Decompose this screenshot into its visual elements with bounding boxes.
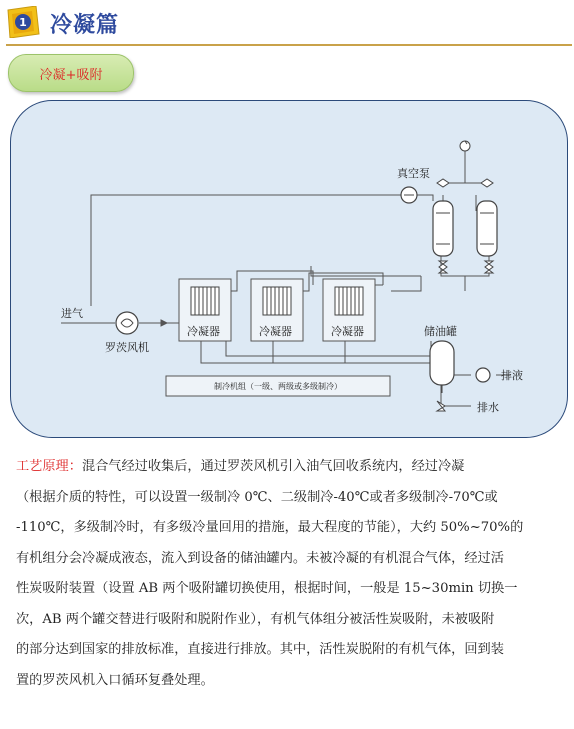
- adsorption-tank-a-icon: [433, 201, 453, 256]
- principle-line-3: -110℃，多级制冷时，有多级冷量回用的措施，最大程度的节能），大约 50%~70%的: [16, 520, 524, 535]
- condenser-2-label: 冷凝器: [259, 325, 292, 338]
- principle-line-4: 有机组分会冷凝成液态，流入到设备的储油罐内。未被冷凝的有机混合气体，经过活: [16, 550, 504, 566]
- inlet-label: 进气: [61, 307, 83, 320]
- roots-fan-icon: [116, 312, 138, 334]
- drain-liquid-label: 排液: [501, 369, 523, 382]
- principle-line-6: 次，AB 两个罐交替进行吸附和脱附作业），有机气体组分被活性炭吸附，未被吸附: [16, 611, 495, 627]
- process-principle-text: [16, 452, 564, 696]
- header-divider: [6, 44, 572, 46]
- condenser-1-label: 冷凝器: [187, 325, 220, 338]
- principle-line-2: （根据介质的特性，可以设置一级制冷 0℃、二级制冷-40℃或者多级制冷-70℃或: [16, 489, 498, 505]
- drain-pump-icon: [476, 368, 490, 382]
- principle-line-1: 工艺原理：混合气经过收集后，通过罗茨风机引入油气回收系统内，经过冷凝: [16, 459, 465, 474]
- principle-heading: 工艺原理：: [16, 459, 82, 474]
- condenser-3-label: 冷凝器: [331, 325, 364, 338]
- process-tag-label: 冷凝+吸附: [39, 67, 103, 83]
- principle-line-7: 的部分达到国家的排放标准，直接进行排放。其中，活性炭脱附的有机气体，回到装: [16, 642, 504, 657]
- refrigeration-unit-label: 制冷机组（一级、两级或多级制冷）: [214, 382, 342, 391]
- roots-fan-label: 罗茨风机: [105, 341, 149, 354]
- storage-tank-label: 储油罐: [424, 325, 457, 338]
- principle-line-8: 置的罗茨风机入口循环复叠处理。: [16, 672, 214, 688]
- vacuum-pump-label: 真空泵: [397, 167, 430, 180]
- process-tag: [8, 54, 134, 92]
- drain-water-label: 排水: [477, 401, 499, 414]
- process-flow-diagram: [10, 100, 568, 438]
- storage-tank-icon: [430, 341, 454, 393]
- badge-number: 1: [19, 16, 27, 29]
- vacuum-pump-icon: [401, 187, 417, 203]
- page-title: 冷凝篇: [50, 13, 120, 38]
- section-badge-icon: [6, 6, 40, 38]
- section-header: [6, 6, 566, 40]
- adsorption-tank-b-icon: [477, 201, 497, 256]
- principle-line-5: 性炭吸附装置（设置 AB 两个吸附罐切换使用，根据时间，一般是 15~30min 切换一: [16, 581, 518, 596]
- pressure-gauge-icon: [460, 141, 470, 151]
